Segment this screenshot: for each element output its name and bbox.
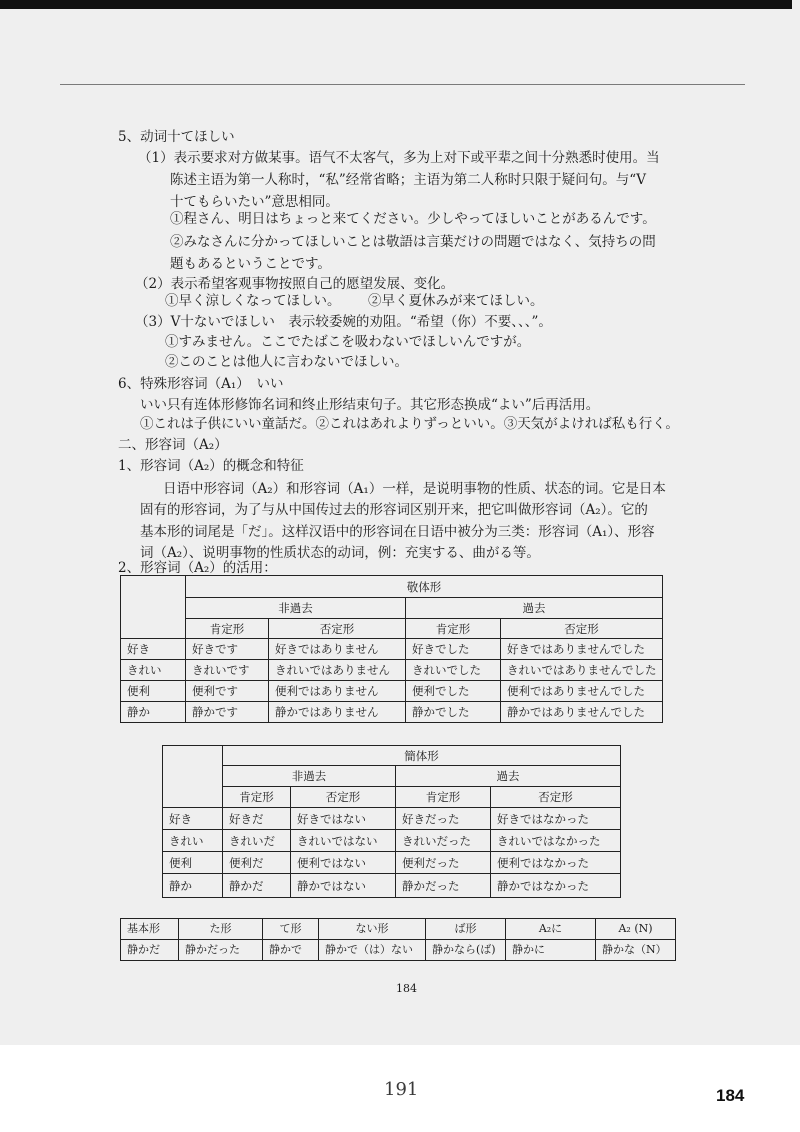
- scan-page-number: 191: [384, 1079, 419, 1100]
- group-header-past: 過去: [396, 766, 621, 787]
- column-header-affirmative: 肯定形: [223, 787, 291, 808]
- corner-cell: [121, 576, 186, 639]
- column-header-negative: 否定形: [491, 787, 621, 808]
- column-header: て形: [263, 919, 319, 940]
- table-cell: 静かでした: [406, 702, 501, 723]
- example-sentence: ①早く涼しくなってほしい。: [165, 293, 341, 309]
- table-title: 敬体形: [186, 576, 663, 598]
- table-cell: 静かで（は）ない: [319, 940, 426, 961]
- table-cell: 便利でした: [406, 681, 501, 702]
- example-sentence: 題もあるということです。: [170, 256, 331, 272]
- table-cell: 好きだ: [223, 808, 291, 830]
- row-label: 好き: [163, 808, 223, 830]
- column-header: 基本形: [121, 919, 179, 940]
- column-header-negative: 否定形: [291, 787, 396, 808]
- column-header-affirmative: 肯定形: [186, 619, 269, 639]
- corner-cell: [163, 746, 223, 808]
- row-label: 静か: [121, 702, 186, 723]
- row-label: 静か: [163, 874, 223, 898]
- group-header-past: 過去: [406, 598, 663, 619]
- table-cell: きれいだった: [396, 830, 491, 852]
- table-row: [163, 874, 621, 898]
- table-cell: 好きではありませんでした: [501, 639, 663, 660]
- section-5-2-line: （2）表示希望客观事物按照自己的愿望发展、变化。: [135, 276, 455, 292]
- section-6-heading: 6、特殊形容词（A₁） いい: [118, 376, 284, 392]
- section-5-1-line: 陈述主语为第一人称时，“私”经常省略；主语为第二人称时只限于疑问句。与“V: [170, 172, 646, 188]
- table-cell: 好きでした: [406, 639, 501, 660]
- column-header-negative: 否定形: [269, 619, 406, 639]
- paragraph-line: 固有的形容词，为了与从中国传过去的形容词区别开来，把它叫做形容词（A₂）。它的: [140, 502, 648, 518]
- table-cell: 静かではありません: [269, 702, 406, 723]
- example-sentence: ②このことは他人に言わないでほしい。: [165, 354, 408, 370]
- table-cell: 便利ではありませんでした: [501, 681, 663, 702]
- example-sentence: ①すみません。ここでたばこを吸わないでほしいんですが。: [165, 334, 531, 350]
- table-cell: 静かな（N）: [596, 940, 676, 961]
- row-label: きれい: [163, 830, 223, 852]
- table-cell: 便利ではありません: [269, 681, 406, 702]
- table-cell: 好きではない: [291, 808, 396, 830]
- example-sentence: ②みなさんに分かってほしいことは敬語は言葉だけの問題ではなく、気持ちの問: [170, 234, 656, 250]
- polite-form-table: [120, 575, 663, 723]
- table-row: [121, 639, 663, 660]
- paragraph-line: 词（A₂）、说明事物的性质状态的动词，例：充実する、曲がる等。: [140, 545, 540, 561]
- table-cell: きれいではない: [291, 830, 396, 852]
- table-cell: 便利ではなかった: [491, 852, 621, 874]
- table-row: [121, 702, 663, 723]
- table-cell: 静かではない: [291, 874, 396, 898]
- row-label: 便利: [163, 852, 223, 874]
- corner-page-number: 184: [716, 1086, 745, 1105]
- table-row: [121, 681, 663, 702]
- table-cell: きれいだ: [223, 830, 291, 852]
- table-cell: きれいです: [186, 660, 269, 681]
- table-cell: 好きではありません: [269, 639, 406, 660]
- table-cell: 便利だった: [396, 852, 491, 874]
- paragraph-line: 基本形的词尾是「だ」。这样汉语中的形容词在日语中被分为三类：形容词（A₁）、形容: [140, 524, 655, 540]
- table-row: [163, 852, 621, 874]
- table-cell: 静かではなかった: [491, 874, 621, 898]
- table-cell: 静かだ: [121, 940, 179, 961]
- part-2-heading: 二、形容词（A₂）: [118, 437, 228, 453]
- table-row: [121, 660, 663, 681]
- example-sentence: ②早く夏休みが来てほしい。: [368, 293, 544, 309]
- row-label: 好き: [121, 639, 186, 660]
- table-cell: 静かで: [263, 940, 319, 961]
- table-row: [163, 808, 621, 830]
- group-header-nonpast: 非過去: [186, 598, 406, 619]
- table-cell: 静かではありませんでした: [501, 702, 663, 723]
- table-cell: 便利です: [186, 681, 269, 702]
- column-header: A₂に: [506, 919, 596, 940]
- table-cell: 好きではなかった: [491, 808, 621, 830]
- section-6-line: いい只有连体形修饰名词和终止形结束句子。其它形态换成“よい”后再活用。: [140, 397, 600, 413]
- section-5-1-line: 十てもらいたい”意思相同。: [170, 194, 339, 210]
- column-header: た形: [179, 919, 263, 940]
- section-5-1-line: （1）表示要求对方做某事。语气不太客气，多为上对下或平辈之间十分熟悉时使用。当: [138, 150, 660, 166]
- example-sentence: ①程さん、明日はちょっと来てください。少しやってほしいことがあるんです。: [170, 211, 656, 227]
- table-cell: 静かに: [506, 940, 596, 961]
- table-cell: 静かなら(ば): [426, 940, 506, 961]
- section-5-3-line: （3）V十ないでほしい 表示较委婉的劝阻。“希望（你）不要、、、”。: [135, 314, 552, 330]
- part-2-sub1-heading: 1、形容词（A₂）的概念和特征: [118, 458, 304, 474]
- printed-page-number: 184: [396, 982, 417, 995]
- part-2-sub2-heading: 2、形容词（A₂）的活用：: [118, 560, 277, 576]
- column-header-affirmative: 肯定形: [396, 787, 491, 808]
- column-header-negative: 否定形: [501, 619, 663, 639]
- row-label: 便利: [121, 681, 186, 702]
- table-cell: きれいではありません: [269, 660, 406, 681]
- table-cell: 静かだ: [223, 874, 291, 898]
- paragraph-line: 日语中形容词（A₂）和形容词（A₁）一样，是说明事物的性质、状态的词。它是日本: [163, 481, 666, 497]
- table-row: [163, 830, 621, 852]
- table-cell: 静かだった: [179, 940, 263, 961]
- row-label: きれい: [121, 660, 186, 681]
- forms-table: [120, 918, 676, 961]
- table-cell: きれいではありませんでした: [501, 660, 663, 681]
- table-cell: 便利ではない: [291, 852, 396, 874]
- table-cell: きれいでした: [406, 660, 501, 681]
- example-sentence: ①これは子供にいい童話だ。②これはあれよりずっといい。③天気がよければ私も行く。: [140, 416, 679, 432]
- header-rule: [60, 84, 745, 85]
- table-row: [121, 940, 676, 961]
- table-cell: 静かだった: [396, 874, 491, 898]
- table-cell: きれいではなかった: [491, 830, 621, 852]
- table-cell: 静かです: [186, 702, 269, 723]
- table-cell: 好きです: [186, 639, 269, 660]
- table-header-row: [121, 919, 676, 940]
- table-cell: 便利だ: [223, 852, 291, 874]
- scan-edge-bar: [0, 0, 792, 9]
- table-cell: 好きだった: [396, 808, 491, 830]
- group-header-nonpast: 非過去: [223, 766, 396, 787]
- column-header-affirmative: 肯定形: [406, 619, 501, 639]
- plain-form-table: [162, 745, 621, 898]
- column-header: A₂ (N): [596, 919, 676, 940]
- section-5-heading: 5、动词十てほしい: [118, 129, 235, 145]
- table-title: 簡体形: [223, 746, 621, 766]
- column-header: ば形: [426, 919, 506, 940]
- column-header: ない形: [319, 919, 426, 940]
